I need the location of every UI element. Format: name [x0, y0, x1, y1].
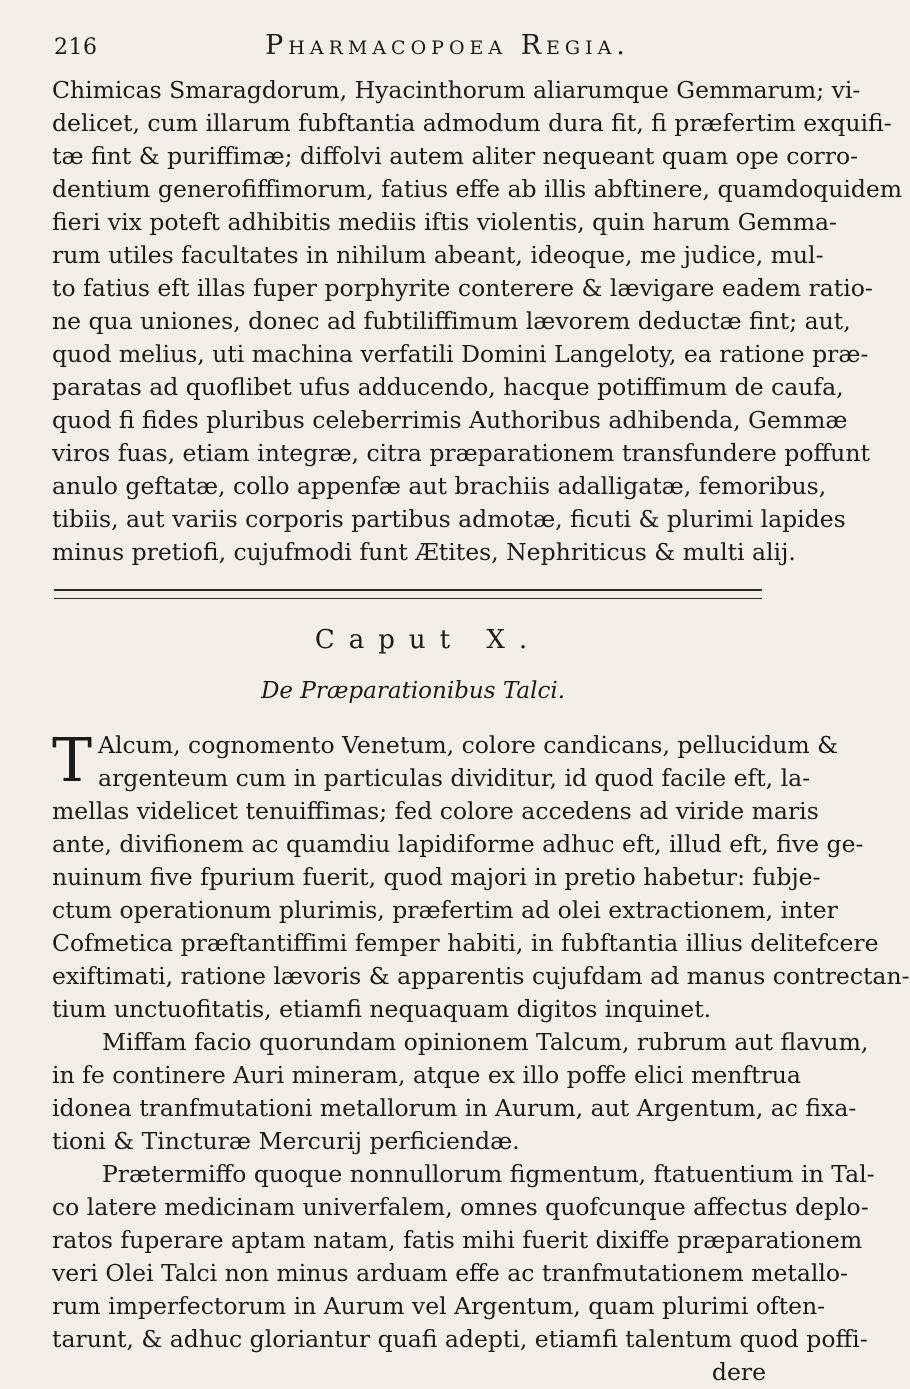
- text-line: tibiis, aut variis corporis partibus admotæ, ficuti & plurimi lapides: [52, 505, 846, 533]
- running-title: Pharmacopoea Regia.: [265, 30, 630, 61]
- text-line: in fe continere Auri mineram, atque ex illo poffe elici menftrua: [52, 1061, 801, 1089]
- text-line: Miffam facio quorundam opinionem Talcum, rubrum aut flavum,: [102, 1028, 869, 1056]
- text-line: viros fuas, etiam integræ, citra præparationem transfundere poffunt: [52, 439, 870, 467]
- text-line: rum utiles facultates in nihilum abeant, ideoque, me judice, mul-: [52, 241, 824, 269]
- chapter-subtitle: De Præparationibus Talci.: [260, 678, 566, 704]
- text-line: quod fi fides pluribus celeberrimis Authoribus adhibenda, Gemmæ: [52, 406, 848, 434]
- text-line: delicet, cum illarum fubftantia admodum dura fit, fi præfertim exquifi-: [52, 109, 892, 137]
- page-number: 216: [54, 35, 98, 60]
- text-line: ne qua uniones, donec ad fubtiliffimum lævorem deductæ fint; aut,: [52, 307, 851, 335]
- text-line: Alcum, cognomento Venetum, colore candicans, pellucidum &: [98, 731, 839, 759]
- text-line: ante, divifionem ac quamdiu lapidiforme adhuc eft, illud eft, five ge-: [52, 830, 864, 858]
- section-divider: [54, 589, 762, 599]
- text-line: anulo geftatæ, collo appenfæ aut brachiis adalligatæ, femoribus,: [52, 472, 827, 500]
- text-line: rum imperfectorum in Aurum vel Argentum, quam plurimi often-: [52, 1292, 826, 1320]
- page-header: [52, 30, 766, 74]
- text-line: quod melius, uti machina verfatili Domini Langeloty, ea ratione præ-: [52, 340, 869, 368]
- text-line: Prætermiffo quoque nonnullorum figmentum, ftatuentium in Tal-: [102, 1160, 875, 1188]
- text-line: tæ fint & puriffimæ; diffolvi autem aliter nequeant quam ope corro-: [52, 142, 859, 170]
- text-line: mellas videlicet tenuiffimas; fed colore accedens ad viride maris: [52, 797, 819, 825]
- text-line: Chimicas Smaragdorum, Hyacinthorum aliarumque Gemmarum; vi-: [52, 76, 861, 104]
- second-paragraph: [52, 1026, 869, 1158]
- text-line: paratas ad quoflibet ufus adducendo, hacque potiffimum de caufa,: [52, 373, 844, 401]
- text-line: tium unctuofitatis, etiamfi nequaquam digitos inquinet.: [52, 995, 712, 1023]
- text-line: dentium generofiffimorum, fatius effe ab illis abftinere, quamdoquidem: [52, 175, 903, 203]
- drop-cap: T: [52, 726, 93, 796]
- first-paragraph: [52, 726, 910, 1026]
- catchword: dere: [711, 1358, 766, 1386]
- text-line: ratos fuperare aptam natam, fatis mihi fuerit dixiffe præparationem: [52, 1226, 863, 1254]
- text-line: idonea tranfmutationi metallorum in Aurum, aut Argentum, ac fixa-: [52, 1094, 857, 1122]
- text-line: ctum operationum plurimis, præfertim ad olei extractionem, inter: [52, 896, 838, 924]
- text-line: minus pretiofi, cujufmodi funt Ætites, Nephriticus & multi alij.: [52, 538, 796, 566]
- text-line: argenteum cum in particulas dividitur, id quod facile eft, la-: [98, 764, 811, 792]
- third-paragraph: [52, 1158, 875, 1389]
- text-line: nuinum five fpurium fuerit, quod majori in pretio habetur: fubje-: [52, 863, 821, 891]
- text-line: tioni & Tincturæ Mercurij perficiendæ.: [52, 1127, 520, 1155]
- text-line: co latere medicinam univerfalem, omnes quofcunque affectus deplo-: [52, 1193, 869, 1221]
- top-paragraph: [52, 74, 903, 569]
- text-line: tarunt, & adhuc gloriantur quafi adepti, etiamfi talentum quod poffi-: [52, 1325, 868, 1353]
- text-line: fieri vix poteft adhibitis mediis iftis violentis, quin harum Gemma-: [52, 208, 837, 236]
- text-line: veri Olei Talci non minus arduam effe ac tranfmutationem metallo-: [52, 1259, 848, 1287]
- chapter-title: Caput X.: [314, 625, 542, 655]
- chapter-body: [52, 726, 910, 1389]
- text-line: exiftimati, ratione lævoris & apparentis cujufdam ad manus contrectan-: [52, 962, 910, 990]
- text-line: to fatius eft illas fuper porphyrite conterere & lævigare eadem ratio-: [52, 274, 873, 302]
- text-line: Cofmetica præftantiffimi femper habiti, in fubftantia illius delitefcere: [52, 929, 879, 957]
